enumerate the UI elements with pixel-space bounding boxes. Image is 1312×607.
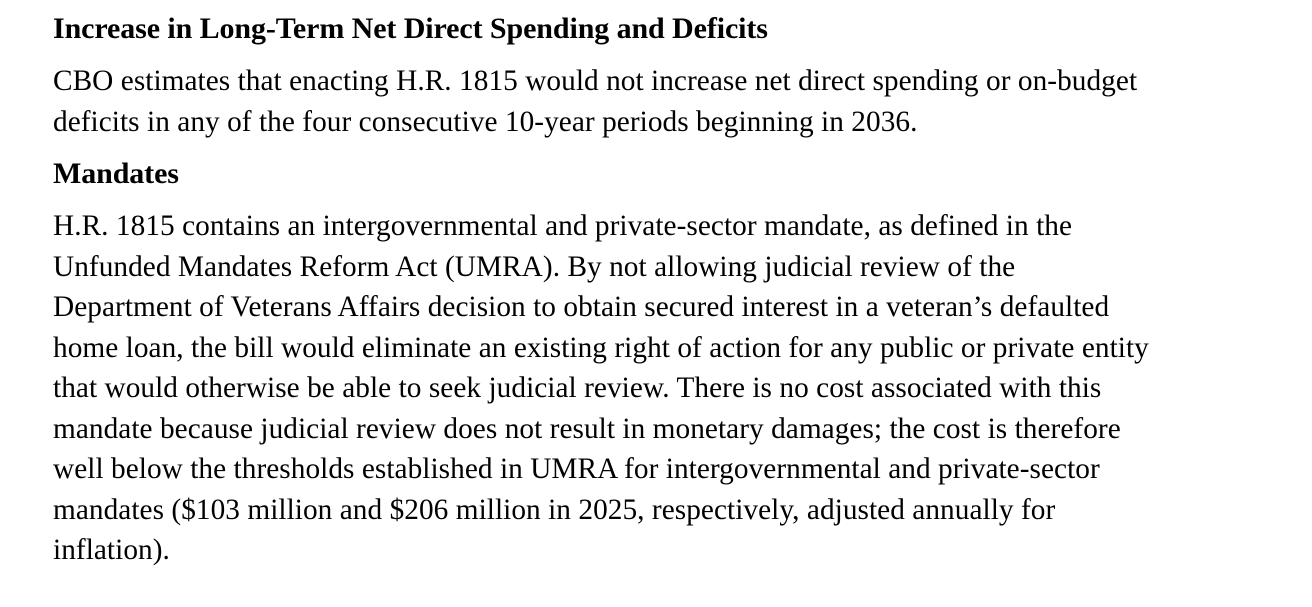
document-body: [53, 0, 1293, 571]
paragraph-line: mandate because judicial review does not result in monetary damages; the cost is therefore: [53, 412, 1121, 445]
paragraph-line: H.R. 1815 contains an intergovernmental and private-sector mandate, as defined in the: [53, 210, 1073, 242]
mandates-paragraph: [53, 206, 1293, 571]
long-term-spending-paragraph: [53, 61, 1293, 142]
paragraph-line: Department of Veterans Affairs decision to obtain secured interest in a veteran’s defaulted: [53, 291, 1110, 323]
paragraph-line: home loan, the bill would eliminate an existing right of action for any public or private entity: [53, 331, 1149, 364]
paragraph-line: well below the thresholds established in UMRA for intergovernmental and private-sector: [53, 453, 1100, 485]
paragraph-line: deficits in any of the four consecutive 10-year periods beginning in 2036.: [53, 105, 918, 138]
paragraph-line: that would otherwise be able to seek judicial review. There is no cost associated with this: [53, 372, 1102, 404]
section-heading-long-term-spending: Increase in Long-Term Net Direct Spending and Deficits: [53, 12, 768, 45]
paragraph-line: mandates ($103 million and $206 million in 2025, respectively, adjusted annually for: [53, 493, 1056, 526]
paragraph-line: inflation).: [53, 534, 170, 566]
paragraph-line: Unfunded Mandates Reform Act (UMRA). By not allowing judicial review of the: [53, 250, 1016, 283]
section-heading-mandates: Mandates: [53, 157, 179, 190]
paragraph-line: CBO estimates that enacting H.R. 1815 would not increase net direct spending or on-budget: [53, 65, 1138, 97]
